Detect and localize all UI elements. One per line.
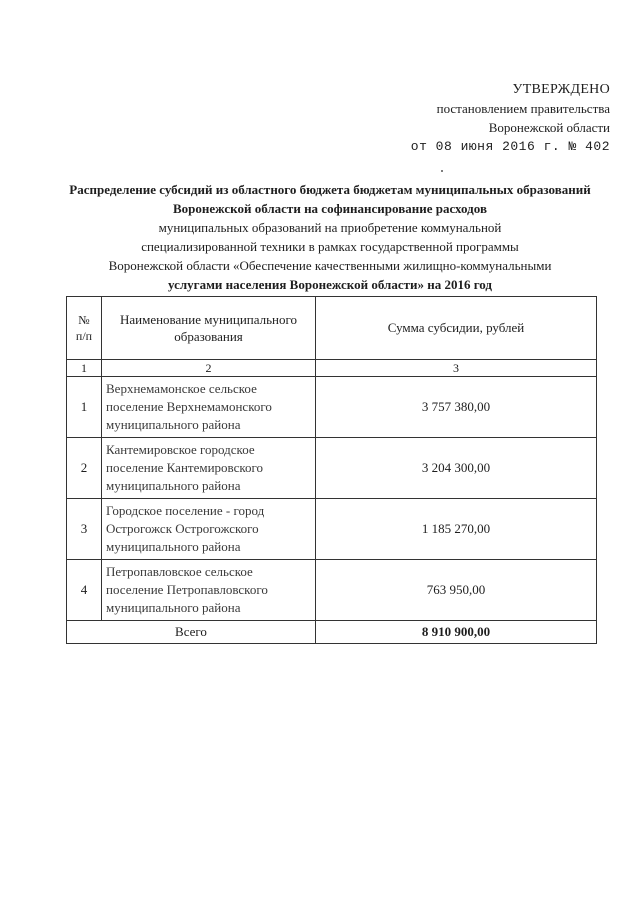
row-name: Верхнемамонское сельское поселение Верхнемамонского муниципального района — [102, 377, 316, 438]
index-2: 2 — [102, 360, 316, 377]
column-index-row — [67, 360, 597, 377]
title-line-1: Распределение субсидий из областного бюджета бюджетам муниципальных образований Воронежской области на софинансирование расходов — [69, 182, 591, 216]
row-num: 4 — [67, 560, 102, 621]
row-name: Городское поселение - город Острогожск Острогожского муниципального района — [102, 499, 316, 560]
approval-line-2: Воронежской области — [488, 120, 610, 135]
stray-mark — [441, 170, 443, 172]
total-row — [67, 621, 597, 644]
table-row — [67, 377, 597, 438]
title-line-2: муниципальных образований на приобретение коммунальной — [158, 220, 502, 235]
approval-stamp — [411, 80, 610, 156]
title-line-3: специализированной техники в рамках государственной программы — [141, 239, 519, 254]
document-title — [62, 180, 598, 294]
total-label: Всего — [67, 621, 316, 644]
title-line-5: услугами населения Воронежской области» на 2016 год — [168, 277, 492, 292]
row-num: 1 — [67, 377, 102, 438]
row-num: 3 — [67, 499, 102, 560]
row-sum: 3 757 380,00 — [316, 377, 597, 438]
table-row — [67, 499, 597, 560]
table-header-row — [67, 297, 597, 360]
approval-heading: УТВЕРЖДЕНО — [512, 82, 610, 97]
header-num — [67, 297, 102, 360]
row-name: Кантемировское городское поселение Кантемировского муниципального района — [102, 438, 316, 499]
table-row — [67, 438, 597, 499]
total-sum: 8 910 900,00 — [316, 621, 597, 644]
header-num-line-2: п/п — [75, 329, 93, 343]
row-sum: 1 185 270,00 — [316, 499, 597, 560]
subsidy-table — [66, 296, 597, 644]
approval-line-1: постановлением правительства — [436, 101, 610, 116]
header-name: Наименование муниципального образования — [102, 297, 316, 360]
header-num-line-1: № — [78, 313, 90, 327]
header-sum: Сумма субсидии, рублей — [316, 297, 597, 360]
index-3: 3 — [316, 360, 597, 377]
title-line-4: Воронежской области «Обеспечение качественными жилищно-коммунальными — [108, 258, 552, 273]
row-sum: 3 204 300,00 — [316, 438, 597, 499]
table-row — [67, 560, 597, 621]
decree-number: от 08 июня 2016 г. № 402 — [410, 139, 610, 154]
row-sum: 763 950,00 — [316, 560, 597, 621]
index-1: 1 — [67, 360, 102, 377]
row-name: Петропавловское сельское поселение Петропавловского муниципального района — [102, 560, 316, 621]
row-num: 2 — [67, 438, 102, 499]
